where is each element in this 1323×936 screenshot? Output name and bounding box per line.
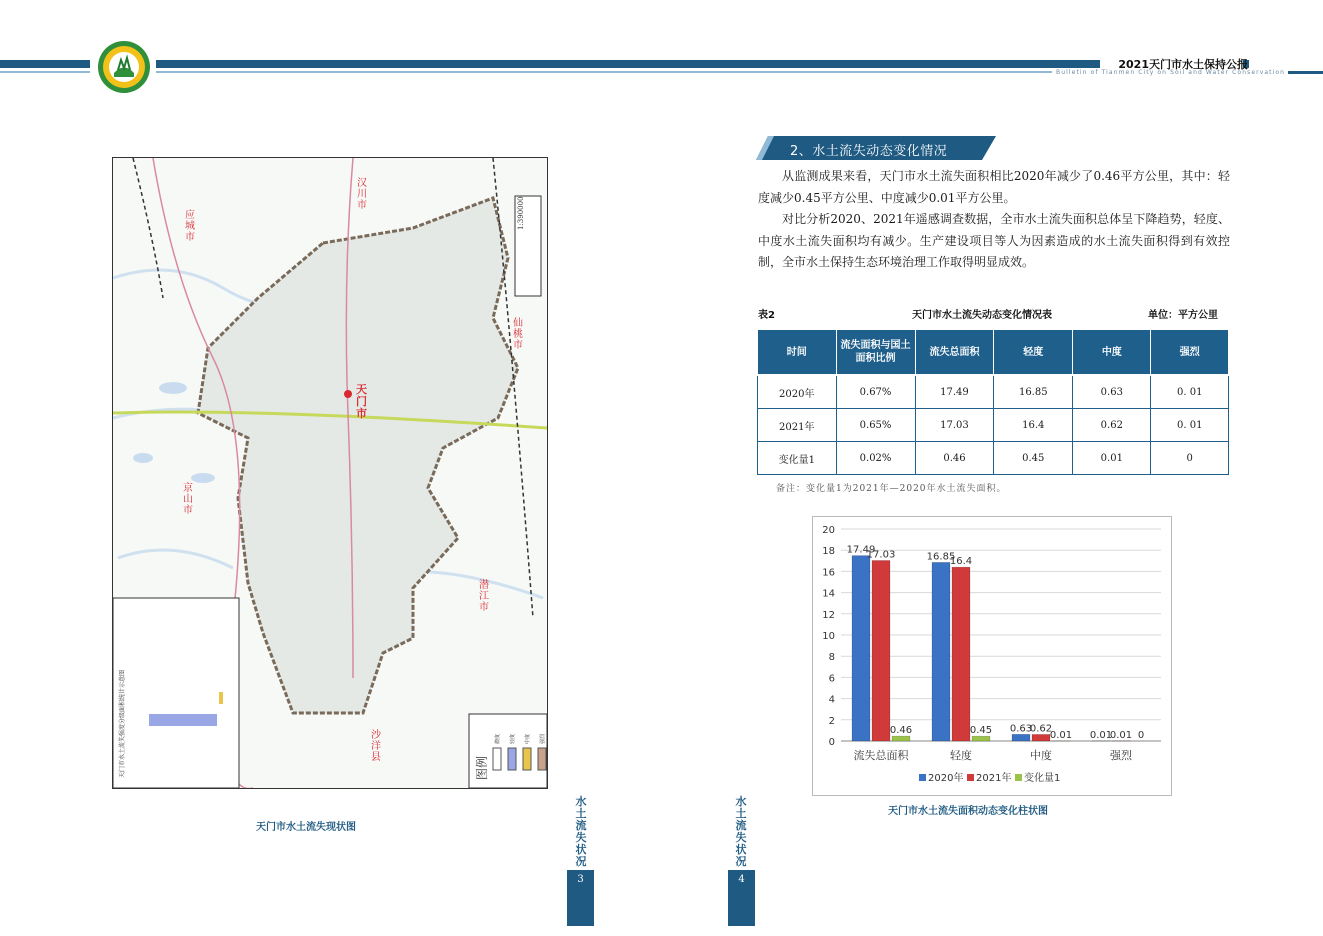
y-tick-label: 10 <box>822 631 835 642</box>
table-header-cell: 强烈 <box>1151 330 1229 376</box>
table-label: 表2 <box>758 310 775 321</box>
table-cell: 17.03 <box>915 409 994 442</box>
map-neighbor-qianjiang: 潜江市 <box>479 580 489 613</box>
table-cell: 0.02% <box>836 442 915 475</box>
y-tick-label: 20 <box>822 525 835 536</box>
header-band-right <box>156 60 1100 68</box>
legend-swatch <box>967 774 974 781</box>
data-label: 0.45 <box>969 725 993 737</box>
header-band-left <box>0 60 90 68</box>
bulletin-title: 2021天门市水土保持公报 <box>1118 58 1248 71</box>
data-label: 0 <box>1137 730 1145 741</box>
paragraph-2-text: 对比分析2020、2021年遥感调查数据，全市水土流失面积总体呈下降趋势，轻度、中度水土流失面积均有减少。生产建设项目等人为因素造成的水土流失面积得到有效控制，全市水土保持生态环境治理工作取得明显成效。 <box>758 212 1230 269</box>
section-title: 2、水土流失动态变化情况 <box>790 144 948 159</box>
paragraph-2 <box>758 209 1230 274</box>
data-label: 17.03 <box>866 549 896 561</box>
legend-swatch <box>919 774 926 781</box>
table-header-cell: 轻度 <box>994 330 1073 376</box>
table-row <box>758 442 1229 475</box>
map-legend-item-qianglie: 强烈 <box>540 733 546 744</box>
y-tick-label: 4 <box>828 694 835 706</box>
table-cell: 0.01 <box>1073 442 1151 475</box>
map-scale-bar: 1:390000 <box>517 196 525 230</box>
legend-label: 2021年 <box>976 773 1012 784</box>
y-tick-label: 16 <box>822 567 835 579</box>
bar <box>872 560 890 741</box>
table-cell: 0 <box>1151 442 1229 475</box>
table-cell: 16.85 <box>994 375 1073 409</box>
y-tick-label: 6 <box>828 673 835 685</box>
legend-label: 2020年 <box>928 773 964 784</box>
y-tick-label: 8 <box>828 652 835 664</box>
header-rule-right <box>156 71 1052 73</box>
table-cell: 0.46 <box>915 442 994 475</box>
y-tick-label: 18 <box>822 546 835 558</box>
header-rule-left <box>0 71 90 73</box>
paragraph-1 <box>758 166 1230 209</box>
map-neighbor-yingcheng: 应城市 <box>185 210 195 243</box>
table-cell: 0. 01 <box>1151 375 1229 409</box>
data-label: 0.01 <box>1089 729 1113 741</box>
map-city-label: 天门市 <box>356 383 367 420</box>
table-cell: 2021年 <box>758 409 837 442</box>
bar <box>952 567 970 741</box>
data-label: 16.85 <box>926 551 956 563</box>
erosion-change-table <box>757 329 1229 475</box>
table-cell: 0.45 <box>994 442 1073 475</box>
map-legend-item-zhongdu: 中度 <box>525 733 531 744</box>
table-header-cell: 时间 <box>758 330 837 376</box>
table-header-cell: 中度 <box>1073 330 1151 376</box>
page-number-left: 3 <box>567 870 594 926</box>
x-tick-label: 强烈 <box>1110 749 1132 762</box>
side-label-right: 水土流失状况 <box>735 795 747 868</box>
page-number-right: 4 <box>728 870 755 926</box>
table-cell: 0.63 <box>1073 375 1151 409</box>
y-tick-label: 14 <box>822 588 835 600</box>
map-inset-title: 天门市水土流失强度分级面积统计示意图 <box>119 669 126 778</box>
paragraph-1-text: 从监测成果来看，天门市水土流失面积相比2020年减少了0.46平方公里，其中：轻度减少0.45平方公里、中度减少0.01平方公里。 <box>758 169 1230 205</box>
bar <box>1012 734 1030 741</box>
x-tick-label: 流失总面积 <box>853 749 909 762</box>
table-cell: 0.67% <box>836 375 915 409</box>
table-header-row <box>758 330 1229 376</box>
legend-swatch <box>1015 774 1022 781</box>
table-cell: 16.4 <box>994 409 1073 442</box>
chart-caption: 天门市水土流失面积动态变化柱状图 <box>888 806 1048 817</box>
table-title: 天门市水土流失动态变化情况表 <box>912 310 1052 321</box>
map-caption: 天门市水土流失现状图 <box>256 822 356 833</box>
table-cell: 变化量1 <box>758 442 837 475</box>
data-label: 17.49 <box>846 544 876 556</box>
y-tick-label: 12 <box>822 609 835 621</box>
map-legend-item-qingdu: 轻度 <box>510 733 516 744</box>
y-tick-label: 0 <box>828 737 835 748</box>
data-label: 0.63 <box>1009 723 1033 735</box>
data-label: 0.01 <box>1049 729 1073 741</box>
table-row <box>758 409 1229 442</box>
legend-label: 变化量1 <box>1024 773 1061 784</box>
map-legend-title: 图例 <box>475 755 489 780</box>
map-neighbor-shayang: 沙洋县 <box>371 730 381 763</box>
map-legend-item-weidu: 微度 <box>495 733 501 744</box>
bar <box>932 562 950 741</box>
bar <box>1032 734 1050 741</box>
table-cell: 17.49 <box>915 375 994 409</box>
x-tick-label: 中度 <box>1030 749 1052 762</box>
header-tick <box>1288 71 1323 74</box>
side-label-left: 水土流失状况 <box>575 795 587 868</box>
bar-chart <box>813 517 1171 795</box>
table-cell: 0.62 <box>1073 409 1151 442</box>
y-tick-label: 2 <box>828 715 835 727</box>
bulletin-logo <box>97 40 151 94</box>
table-header-cell: 流失总面积 <box>915 330 994 376</box>
x-tick-label: 轻度 <box>950 749 972 762</box>
map-neighbor-hanchuan: 汉川市 <box>357 178 367 211</box>
data-label: 0.46 <box>889 725 913 737</box>
table-unit: 单位：平方公里 <box>1148 310 1218 321</box>
table-cell: 0.65% <box>836 409 915 442</box>
data-label: 0.01 <box>1109 729 1133 741</box>
table-cell: 0. 01 <box>1151 409 1229 442</box>
table-cell: 2020年 <box>758 375 837 409</box>
table-row <box>758 375 1229 409</box>
table-header-cell: 流失面积与国土面积比例 <box>836 330 915 376</box>
table-note: 备注：变化量1为2021年—2020年水土流失面积。 <box>776 484 1007 494</box>
data-label: 0.62 <box>1029 723 1053 735</box>
soil-erosion-map <box>112 157 548 789</box>
map-neighbor-jingshan: 京山市 <box>183 483 193 516</box>
data-label: 16.4 <box>949 556 973 568</box>
map-neighbor-xiantao: 仙桃市 <box>513 318 523 351</box>
bar <box>892 736 910 741</box>
bar <box>852 556 870 741</box>
bar <box>972 736 990 741</box>
bulletin-subtitle: Bulletin of Tianmen City on Soil and Water Conservation <box>1056 69 1286 76</box>
bar-chart-container <box>812 516 1172 796</box>
